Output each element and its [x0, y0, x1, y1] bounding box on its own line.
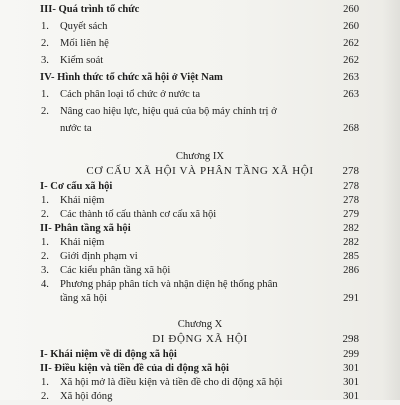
toc-entry — [0, 53, 400, 69]
toc-entry-continuation — [0, 291, 400, 307]
toc-entry — [0, 389, 400, 405]
toc-entry-number: 2. — [41, 38, 49, 49]
toc-heading-text: II- Điều kiện và tiền đề của di động xã hội — [40, 363, 229, 374]
toc-entry-text: Xã hội đóng — [60, 391, 113, 402]
toc-page-number: 268 — [343, 123, 359, 134]
toc-section-heading — [0, 70, 400, 86]
toc-entry-number: 1. — [41, 89, 49, 100]
toc-entry-text: Các kiểu phân tầng xã hội — [60, 265, 171, 276]
toc-entry-number: 1. — [41, 237, 49, 248]
toc-page-number: 263 — [343, 89, 359, 100]
toc-page-number: 278 — [342, 165, 359, 177]
toc-section-heading — [0, 2, 400, 18]
toc-entry-text: nước ta — [60, 123, 92, 134]
toc-page-number: 301 — [343, 363, 359, 374]
toc-page-number: 263 — [343, 72, 359, 83]
toc-page-number: 286 — [343, 265, 359, 276]
toc-heading-text: I- Khái niệm về di động xã hội — [40, 349, 177, 360]
toc-page-number: 298 — [342, 333, 359, 345]
toc-page-number: 282 — [343, 237, 359, 248]
toc-entry-text: Cách phân loại tổ chức ở nước ta — [60, 89, 201, 100]
toc-entry — [0, 19, 400, 35]
toc-entry-text: Kiểm soát — [60, 55, 104, 66]
toc-entry-number: 2. — [41, 106, 49, 117]
toc-entry-text: tầng xã hội — [60, 293, 108, 304]
toc-entry-number: 1. — [41, 21, 49, 32]
toc-page-number: 262 — [343, 55, 359, 66]
toc-page-number: 278 — [343, 195, 359, 206]
toc-entry-number: 2. — [41, 391, 49, 402]
toc-entry-text: Các thành tố cấu thành cơ cấu xã hội — [60, 209, 217, 220]
toc-entry-number: 1. — [41, 195, 49, 206]
toc-heading-text: I- Cơ cấu xã hội — [40, 181, 113, 192]
toc-entry-number: 3. — [41, 55, 49, 66]
toc-entry — [0, 87, 400, 103]
toc-entry-text: Quyết sách — [60, 21, 108, 32]
toc-page-number: 301 — [343, 377, 359, 388]
chapter-label: Chương IX — [175, 151, 225, 162]
toc-entry-text: Giới định phạm vi — [60, 251, 138, 262]
chapter-title: CƠ CẤU XÃ HỘI VÀ PHÂN TẦNG XÃ HỘI — [86, 165, 314, 177]
toc-page-number: 262 — [343, 38, 359, 49]
toc-heading-text: IV- Hình thức tổ chức xã hội ở Việt Nam — [40, 72, 223, 83]
toc-page-number: 291 — [343, 293, 359, 304]
chapter-title-row — [0, 164, 400, 178]
toc-page-number: 260 — [343, 21, 359, 32]
toc-entry-number: 3. — [41, 265, 49, 276]
toc-entry-number: 4. — [41, 279, 49, 290]
toc-page-number: 299 — [343, 349, 359, 360]
toc-entry-number: 1. — [41, 377, 49, 388]
toc-entry-text: Khái niệm — [60, 195, 105, 206]
toc-entry-text: Khái niệm — [60, 237, 105, 248]
toc-page-number: 301 — [343, 391, 359, 402]
toc-page-number: 279 — [343, 209, 359, 220]
toc-page-number: 282 — [343, 223, 359, 234]
toc-page-number: 278 — [343, 181, 359, 192]
toc-entry-number: 2. — [41, 251, 49, 262]
toc-entry-continuation — [0, 121, 400, 137]
toc-entry-text: Mối liên hệ — [60, 38, 109, 49]
toc-heading-text: II- Phân tầng xã hội — [40, 223, 131, 234]
chapter-title-row — [0, 332, 400, 346]
toc-page-number: 260 — [343, 4, 359, 15]
toc-entry-number: 2. — [41, 209, 49, 220]
chapter-label: Chương X — [177, 319, 223, 330]
toc-entry-text: Nâng cao hiệu lực, hiệu quả của bộ máy chính trị ở — [60, 106, 277, 117]
chapter-title: DI ĐỘNG XÃ HỘI — [152, 333, 248, 345]
toc-page-number: 285 — [343, 251, 359, 262]
toc-entry — [0, 36, 400, 52]
toc-entry-text: Xã hội mở là điều kiện và tiền đề cho di động xã hội — [60, 377, 283, 388]
toc-heading-text: III- Quá trình tổ chức — [40, 4, 140, 15]
toc-entry-text: Phương pháp phân tích và nhận diện hệ thống phân — [60, 279, 278, 290]
toc-entry — [0, 104, 400, 120]
